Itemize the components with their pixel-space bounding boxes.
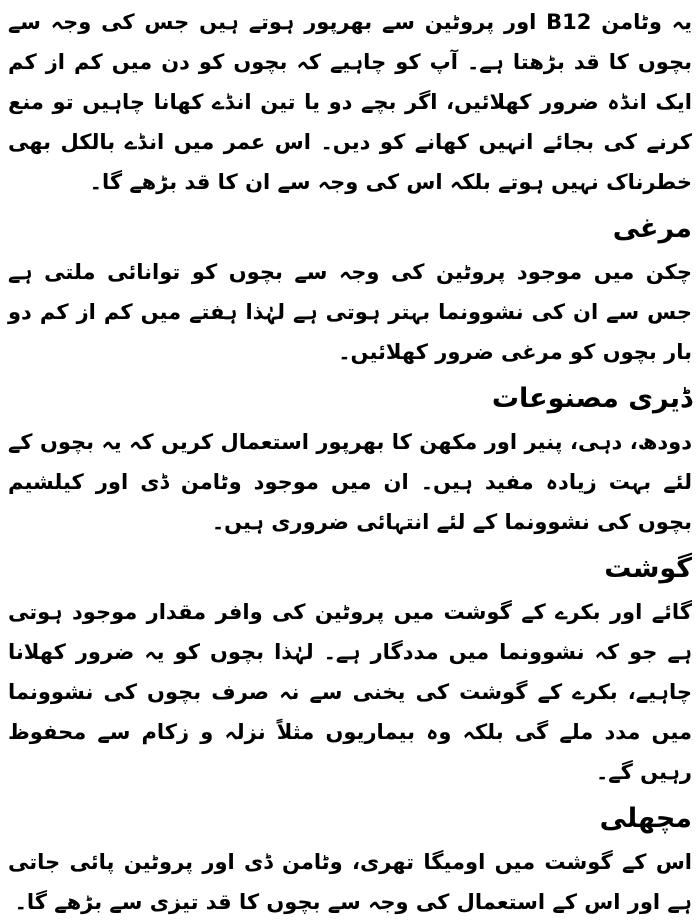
section-paragraph-fish: اس کے گوشت میں اومیگا تھری، وٹامن ڈی اور پروٹین پائی جاتی ہے اور اس کے استعمال کی وجہ سے بچوں کا قد تیزی سے بڑھے گا۔ bbox=[8, 850, 692, 914]
section-heading-chicken: مرغی bbox=[612, 213, 692, 244]
section-heading-dairy: ڈیری مصنوعات bbox=[491, 383, 692, 414]
intro-paragraph: یہ وٹامن B12 اور پروٹین سے بھرپور ہوتے ہیں جس کی وجہ سے بچوں کا قد بڑھتا ہے۔ آپ کو چاہیے کہ بچوں کو دن میں کم از کم ایک انڈہ ضرور کھلائیں، اگر بچے دو یا تین انڈے کھانا چاہیں تو منع کرنے کی بجائے انہیں کھانے کو دیں۔ اس عمر میں انڈے بالکل بھی خطرناک نہیں ہوتے بلکہ اس کی وجہ سے ان کا قد بڑھے گا۔ bbox=[8, 10, 692, 194]
section-paragraph-meat: گائے اور بکرے کے گوشت میں پروٹین کی وافر مقدار موجود ہوتی ہے جو کہ نشوونما میں مددگار ہے۔ لہٰذا بچوں کو یہ ضرور کھلانا چاہیے، بکرے کے گوشت کی یخنی سے نہ صرف بچوں کی نشوونما میں مدد ملے گی بلکہ وہ بیماریوں مثلاً نزلہ و زکام سے محفوظ رہیں گے۔ bbox=[8, 600, 692, 784]
section-paragraph-chicken: چکن میں موجود پروٹین کی وجہ سے بچوں کو توانائی ملتی ہے جس سے ان کی نشوونما بہتر ہوتی ہے لہٰذا ہفتے میں کم از کم دو بار بچوں کو مرغی ضرور کھلائیں۔ bbox=[8, 260, 692, 364]
section-heading-meat: گوشت bbox=[604, 553, 692, 584]
section-heading-fish: مچھلی bbox=[599, 803, 692, 834]
section-paragraph-dairy: دودھ، دہی، پنیر اور مکھن کا بھرپور استعمال کریں کہ یہ بچوں کے لئے بہت زیادہ مفید ہیں۔ ان میں موجود وٹامن ڈی اور کیلشیم بچوں کی نشوونما کے لئے انتہائی ضروری ہیں۔ bbox=[8, 430, 692, 534]
